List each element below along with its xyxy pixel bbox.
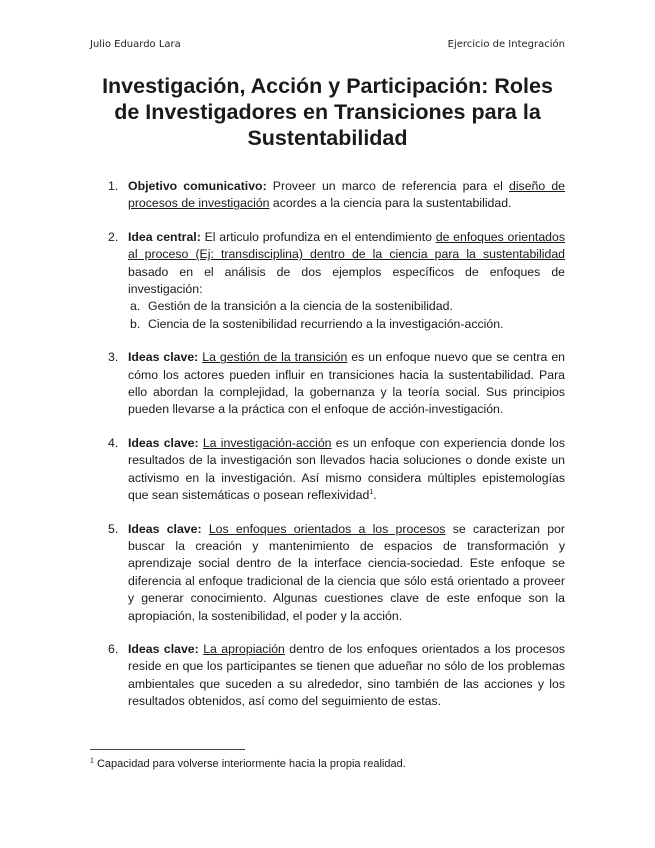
item-number: 5.: [108, 521, 119, 536]
sub-list: [128, 298, 565, 333]
sub-item-letter: a.: [130, 299, 141, 314]
sub-item-text: Gestión de la transición a la ciencia de la sostenibilidad.: [148, 299, 453, 314]
item-label: Ideas clave:: [128, 435, 199, 450]
item-text: es un enfoque con experiencia donde los resultados de la investigación son llevados hacia soluciones o donde existe un activismo en la investigación. Así mismo considera múltiples epistemologías que sean sistemáticas o posean reflexividad: [128, 435, 566, 503]
sub-item-b: [128, 316, 565, 333]
sub-item-a: [128, 298, 565, 315]
footnote: [90, 757, 565, 771]
item-text: El articulo profundiza en el entendimiento: [200, 229, 436, 244]
underlined-phrase: diseño de procesos de investigación: [128, 179, 566, 211]
item-number: 6.: [108, 641, 119, 656]
underlined-phrase: La apropiación: [203, 641, 285, 656]
list-item-3: [90, 349, 565, 419]
item-text: se caracterizan por buscar la creación y mantenimiento de espacios de transformación y aprendizaje social dentro de la interface ciencia-sociedad. Este enfoque se diferencia al enfoque tradicional de la ciencia que sólo está orientado a proveer y generar conocimiento. Algunas cuestiones clave de este enfoque son la apropiación, la sostenibilidad, el poder y la acción.: [128, 521, 565, 623]
list-item-5: [90, 521, 565, 625]
item-label: Objetivo comunicativo:: [128, 179, 267, 193]
item-text: dentro de los enfoques orientados a los procesos reside en que los participantes se tienen que adueñar no sólo de los problemas ambientales que suceden a su alrededor, sino también de las acciones y los resultados obtenidos, así como del seguimiento de estas.: [128, 641, 566, 709]
item-label: Ideas clave:: [128, 521, 202, 536]
item-number: 4.: [108, 435, 119, 450]
item-number: 3.: [108, 350, 119, 365]
item-label: Ideas clave:: [128, 350, 199, 365]
item-label: Ideas clave:: [128, 641, 199, 656]
item-number: 1.: [108, 179, 119, 193]
item-text: [202, 522, 209, 536]
numbered-list: [90, 178, 565, 727]
item-text: es un enfoque nuevo que se centra en cómo los actores pueden influir en transiciones hacia la sustentabilidad. Para ello abordan la complejidad, la gobernanza y la teoría social. Sus principios pueden llevarse a la práctica con el enfoque de acción-investigación.: [128, 350, 565, 417]
footnote-separator: [90, 749, 245, 750]
underlined-phrase: La gestión de la transición: [202, 350, 348, 365]
list-item-6: [90, 641, 565, 711]
underlined-phrase: Los enfoques orientados a los procesos: [208, 521, 446, 536]
list-item-2: [90, 229, 565, 333]
item-label: Idea central:: [128, 229, 201, 244]
document-title: Investigación, Acción y Participación: Roles de Investigadores en Transiciones para la Sustentabilidad: [102, 74, 553, 150]
list-item-4: [90, 435, 565, 505]
item-text: .: [373, 488, 377, 503]
item-number: 2.: [108, 229, 119, 244]
header-author: Julio Eduardo Lara: [90, 39, 181, 50]
footnote-reference[interactable]: 1: [369, 489, 374, 496]
footnote-text: Capacidad para volverse interiormente hacia la propia realidad.: [93, 758, 406, 770]
sub-item-letter: b.: [130, 316, 141, 331]
underlined-phrase: de enfoques orientados al proceso (Ej: transdisciplina) dentro de la ciencia para la sustentabilidad: [128, 229, 565, 262]
item-text: Proveer un marco de referencia para el: [266, 179, 509, 193]
item-text: basado en el análisis de dos ejemplos específicos de enfoques de investigación:: [128, 264, 565, 297]
sub-item-text: Ciencia de la sostenibilidad recurriendo a la investigación-acción.: [148, 316, 504, 331]
underlined-phrase: La investigación-acción: [202, 435, 332, 450]
header-document-label: Ejercicio de Integración: [447, 39, 565, 50]
item-text: acordes a la ciencia para la sustentabilidad.: [269, 196, 512, 211]
list-item-1: [90, 178, 565, 213]
footnote-mark: 1: [90, 757, 94, 765]
